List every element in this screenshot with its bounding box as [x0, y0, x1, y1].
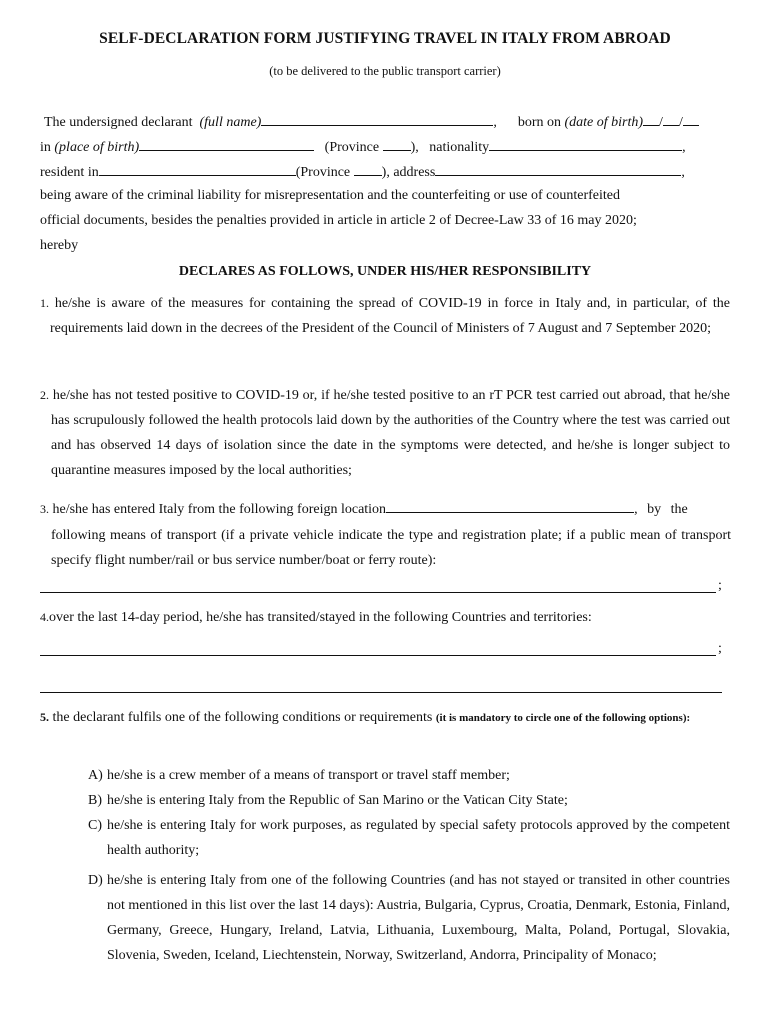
item-1: [40, 291, 730, 341]
option-d[interactable]: [88, 868, 730, 968]
slash: /: [678, 115, 683, 130]
declarant-line-1: [44, 113, 699, 131]
option-c[interactable]: [88, 813, 730, 863]
countries-transited-field-2[interactable]: [40, 692, 722, 693]
form-subtitle: (to be delivered to the public transport carrier): [269, 64, 501, 78]
place-of-birth-field[interactable]: [139, 138, 314, 151]
nationality-field[interactable]: [489, 138, 682, 151]
item-1-text: he/she is aware of the measures for containing the spread of COVID-19 in force in Italy and, in particular, of the requirements laid down in the decrees of the President of the Council of Ministers of 7 August and 7 September 2020;: [50, 296, 731, 336]
option-c-text: he/she is entering Italy for work purposes, as regulated by special safety protocols approved by the competent health authority;: [107, 818, 730, 858]
address-label: address: [393, 165, 436, 180]
address-field[interactable]: [435, 163, 681, 176]
option-a[interactable]: [88, 763, 730, 788]
awareness-line-1: being aware of the criminal liability for misrepresentation and the counterfeiting or use of counterfeited: [40, 188, 621, 203]
declarant-line-3: [40, 163, 685, 181]
form-title: SELF-DECLARATION FORM JUSTIFYING TRAVEL IN ITALY FROM ABROAD: [99, 30, 671, 47]
item-5-mandatory-note: (it is mandatory to circle one of the following options):: [435, 712, 691, 724]
option-d-text: he/she is entering Italy from one of the following Countries (and has not stayed or transited in other countries not mentioned in this list over the last 14 days): Austria, Bulgaria, Cyprus, Croatia, Denmark, Estonia, Finland, Germany, Greece, Hungary, Ireland, Latvia, Lithuania, Luxembourg, Malta, Poland, Portugal, Slovakia, Slovenia, Sweden, Iceland, Liechtenstein, Norway, Switzerland, Andorra, Principality of Monaco;: [107, 873, 730, 963]
foreign-location-field[interactable]: [386, 500, 634, 513]
option-b-text: he/she is entering Italy from the Republic of San Marino or the Vatican City State;: [107, 793, 568, 808]
dob-label: (date of birth): [564, 115, 644, 130]
in-label: in: [40, 140, 51, 155]
awareness-line-3: hereby: [40, 238, 79, 253]
dob-month-field[interactable]: [663, 113, 679, 126]
resident-label: resident in: [40, 165, 99, 180]
province-label: (Province: [295, 165, 351, 180]
countries-transited-field[interactable]: [40, 655, 716, 656]
option-a-letter: A): [88, 768, 103, 783]
item-5-text: the declarant fulfils one of the following conditions or requirements: [52, 710, 433, 725]
item-3-text-before: he/she has entered Italy from the following foreign location: [52, 502, 387, 517]
item-3-number: 3.: [40, 502, 49, 516]
option-b[interactable]: [88, 788, 730, 813]
item-4-semicolon: ;: [718, 641, 722, 656]
item-4-text: over the last 14-day period, he/she has transited/stayed in the following Countries and territories:: [49, 610, 592, 625]
nationality-label: nationality: [429, 140, 490, 155]
item-4-number: 4.: [40, 610, 49, 624]
option-c-letter: C): [88, 818, 102, 833]
transport-means-field[interactable]: [40, 592, 716, 593]
birth-province-field[interactable]: [383, 138, 411, 151]
born-on-label: born on: [517, 115, 561, 130]
option-b-letter: B): [88, 793, 102, 808]
slash: /: [659, 115, 663, 130]
comma: ,: [681, 165, 685, 180]
province-label: (Province: [324, 140, 380, 155]
option-d-letter: D): [88, 873, 103, 888]
item-1-number: 1.: [40, 296, 49, 310]
item-4: [40, 610, 592, 626]
item-3-by: , by the: [634, 502, 688, 517]
item-3-semicolon: ;: [718, 578, 722, 593]
province-close: ),: [410, 140, 419, 155]
comma: ,: [682, 140, 686, 155]
item-3-line-1: [40, 500, 688, 518]
full-name-field[interactable]: [261, 113, 493, 126]
undersigned-label: The undersigned declarant: [44, 115, 193, 130]
item-5: [40, 708, 730, 727]
awareness-line-2: official documents, besides the penalties provided in article in article 2 of Decree-Law 33 of 16 may 2020;: [40, 213, 637, 228]
dob-day-field[interactable]: [643, 113, 659, 126]
item-2: [40, 383, 730, 483]
declarant-line-2: [40, 138, 686, 156]
item-3-text-after: following means of transport (if a private vehicle indicate the type and registration plate; if a public mean of transport specify flight number/rail or bus service number/boat or ferry route):: [51, 528, 731, 568]
item-2-text: he/she has not tested positive to COVID-19 or, if he/she tested positive to an rT PCR test carried out abroad, that he/she has scrupulously followed the health protocols laid down by the authorities of the Country where the test was carried out and has observed 14 days of isolation since the date in the symptoms were detected, and he/she is longer subject to quarantine measures imposed by the local authorities;: [51, 388, 730, 478]
option-a-text: he/she is a crew member of a means of transport or travel staff member;: [107, 768, 510, 783]
declares-heading: DECLARES AS FOLLOWS, UNDER HIS/HER RESPONSIBILITY: [178, 264, 592, 279]
place-of-birth-label: (place of birth): [54, 140, 140, 155]
full-name-label: (full name): [199, 115, 262, 130]
item-2-number: 2.: [40, 388, 49, 402]
dob-year-field[interactable]: [683, 113, 699, 126]
item-5-number: 5.: [40, 710, 49, 724]
residence-province-field[interactable]: [354, 163, 382, 176]
resident-field[interactable]: [99, 163, 296, 176]
comma: ,: [493, 115, 497, 130]
province-close: ),: [381, 165, 390, 180]
